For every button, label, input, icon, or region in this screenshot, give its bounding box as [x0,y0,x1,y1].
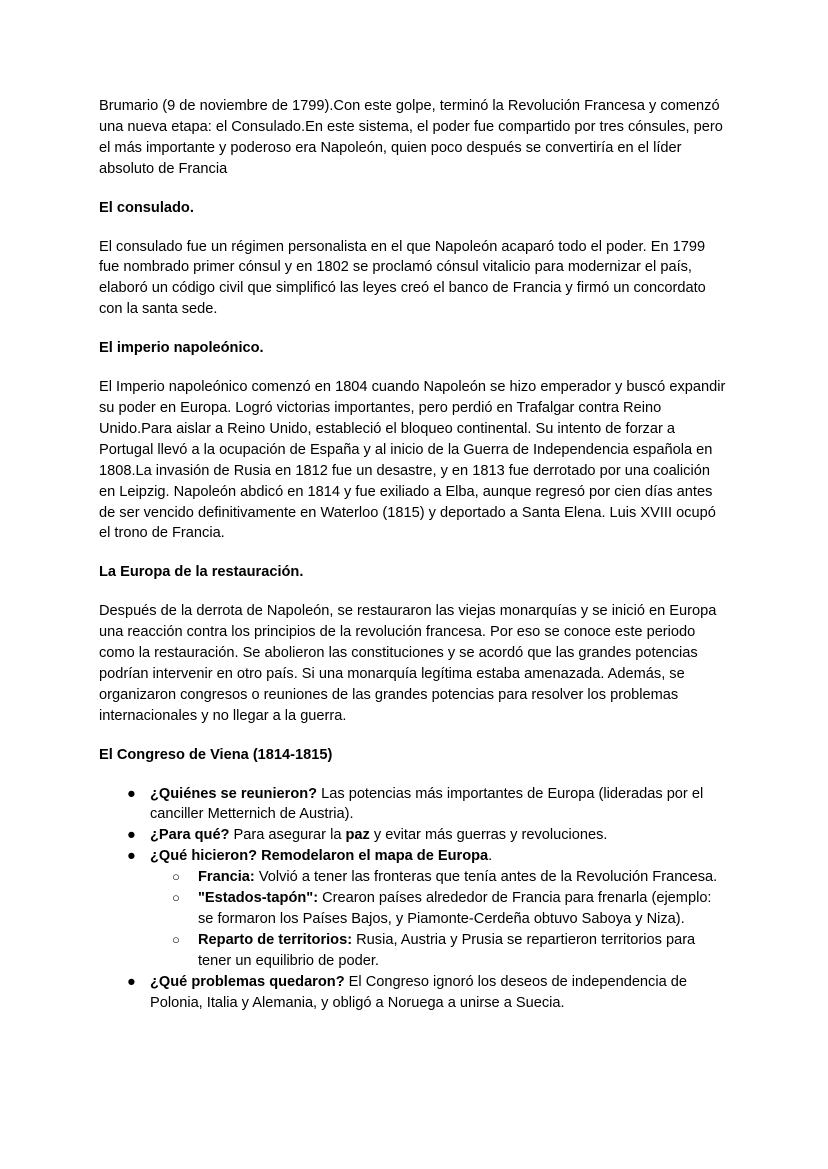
list-item-rest: Crearon países alrededor de Francia para frenarla (ejemplo: se formaron los Países Bajos, y Piamonte-Cerdeña obtuvo Saboya y Niza). [198,890,712,927]
list-item-bold-lead: "Estados-tapón": [198,890,319,907]
list-item-bold-lead: Francia: [198,869,255,886]
heading-el-imperio-napoleonico: El imperio napoleónico. [99,340,264,357]
sub-bullet-marker-icon: ○ [172,931,180,947]
sub-bullet-marker-icon: ○ [172,869,180,885]
congress-sub-bullet-list [150,867,726,972]
bullet-marker-icon: ● [127,848,136,865]
list-item-bold-lead: ¿Quiénes se reunieron? [150,785,318,802]
list-item-rest: y evitar más guerras y revoluciones. [369,827,608,844]
list-item-text [198,867,726,888]
list-item [99,972,726,1014]
list-item [150,888,726,930]
document-body [99,96,726,1014]
list-item-rest: Volvió a tener las fronteras que tenía antes de la Revolución Francesa. [254,869,718,886]
sub-bullet-marker-icon: ○ [172,890,180,906]
intro-paragraph: Brumario (9 de noviembre de 1799).Con este golpe, terminó la Revolución Francesa y comenzó una nueva etapa: el Consulado.En este sistema, el poder fue compartido por tres cónsules, pero el más importante y poderoso era Napoleón, quien poco después se convertiría en el líder absoluto de Francia [99,98,723,177]
list-item-bold-inline: paz [345,827,370,844]
list-item [150,867,726,888]
list-item-bold-lead: ¿Qué hicieron? Remodelaron el mapa de Europa [150,848,489,865]
list-item-text [198,930,726,972]
paragraph-el-imperio-napoleonico: El Imperio napoleónico comenzó en 1804 cuando Napoleón se hizo emperador y buscó expandir su poder en Europa. Logró victorias importantes, pero perdió en Trafalgar contra Reino Unido.Para aislar a Reino Unido, estableció el bloqueo continental. Su intento de forzar a Portugal llevó a la ocupación de España y al inicio de la Guerra de Independencia española en 1808.La invasión de Rusia en 1812 fue un desastre, y en 1813 fue derrotado por una coalición en Leipzig. Napoleón abdicó en 1814 y fue exiliado a Elba, aunque regresó por cien días antes de ser vencido definitivamente en Waterloo (1815) y deportado a Santa Elena. Luis XVIII ocupó el trono de Francia. [99,379,726,542]
paragraph-la-europa-de-la-restauracion: Después de la derrota de Napoleón, se restauraron las viejas monarquías y se inició en Europa una reacción contra los principios de la revolución francesa. Por eso se conoce este periodo como la restauración. Se abolieron las constituciones y se acordó que las grandes potencias podrían intervenir en otro país. Si una monarquía legítima estaba amenazada. Además, se organizaron congresos o reuniones de las grandes potencias para resolver los problemas internacionales y no llegar a la guerra. [99,603,717,724]
list-item-text [150,784,726,826]
list-item-rest: Rusia, Austria y Prusia se repartieron territorios para tener un equilibrio de poder. [198,931,696,969]
heading-el-consulado: El consulado. [99,199,194,216]
list-item-bold-lead: ¿Qué problemas quedaron? [150,973,345,990]
list-item-mid: Para asegurar la [229,827,346,844]
paragraph-el-consulado: El consulado fue un régimen personalista en el que Napoleón acaparó todo el poder. En 1799 fue nombrado primer cónsul y en 1802 se proclamó cónsul vitalicio para modernizar el país, elaboró un código civil que simplificó las leyes creó el banco de Francia y firmó un concordato con la santa sede. [99,238,706,318]
list-item-rest: . [488,848,493,865]
list-item [99,846,726,971]
list-item-rest: Las potencias más importantes de Europa (lideradas por el canciller Metternich de Austria). [150,785,704,823]
list-item [99,825,726,846]
list-item-text [198,888,726,930]
congress-bullet-list [99,784,726,1014]
heading-el-congreso-de-viena: El Congreso de Viena (1814-1815) [99,746,333,763]
bullet-marker-icon: ● [127,785,136,802]
list-item-bold-lead: ¿Para qué? [150,827,230,844]
list-item-bold-lead: Reparto de territorios: [198,931,353,948]
list-item [99,784,726,826]
bullet-marker-icon: ● [127,973,136,990]
list-item-text [150,846,726,867]
bullet-marker-icon: ● [127,827,136,844]
list-item [150,930,726,972]
list-item-text [150,825,726,846]
list-item-text [150,972,726,1014]
list-item-rest: El Congreso ignoró los deseos de independencia de Polonia, Italia y Alemania, y obligó a Noruega a unirse a Suecia. [150,973,687,1011]
heading-la-europa-de-la-restauracion: La Europa de la restauración. [99,564,304,581]
